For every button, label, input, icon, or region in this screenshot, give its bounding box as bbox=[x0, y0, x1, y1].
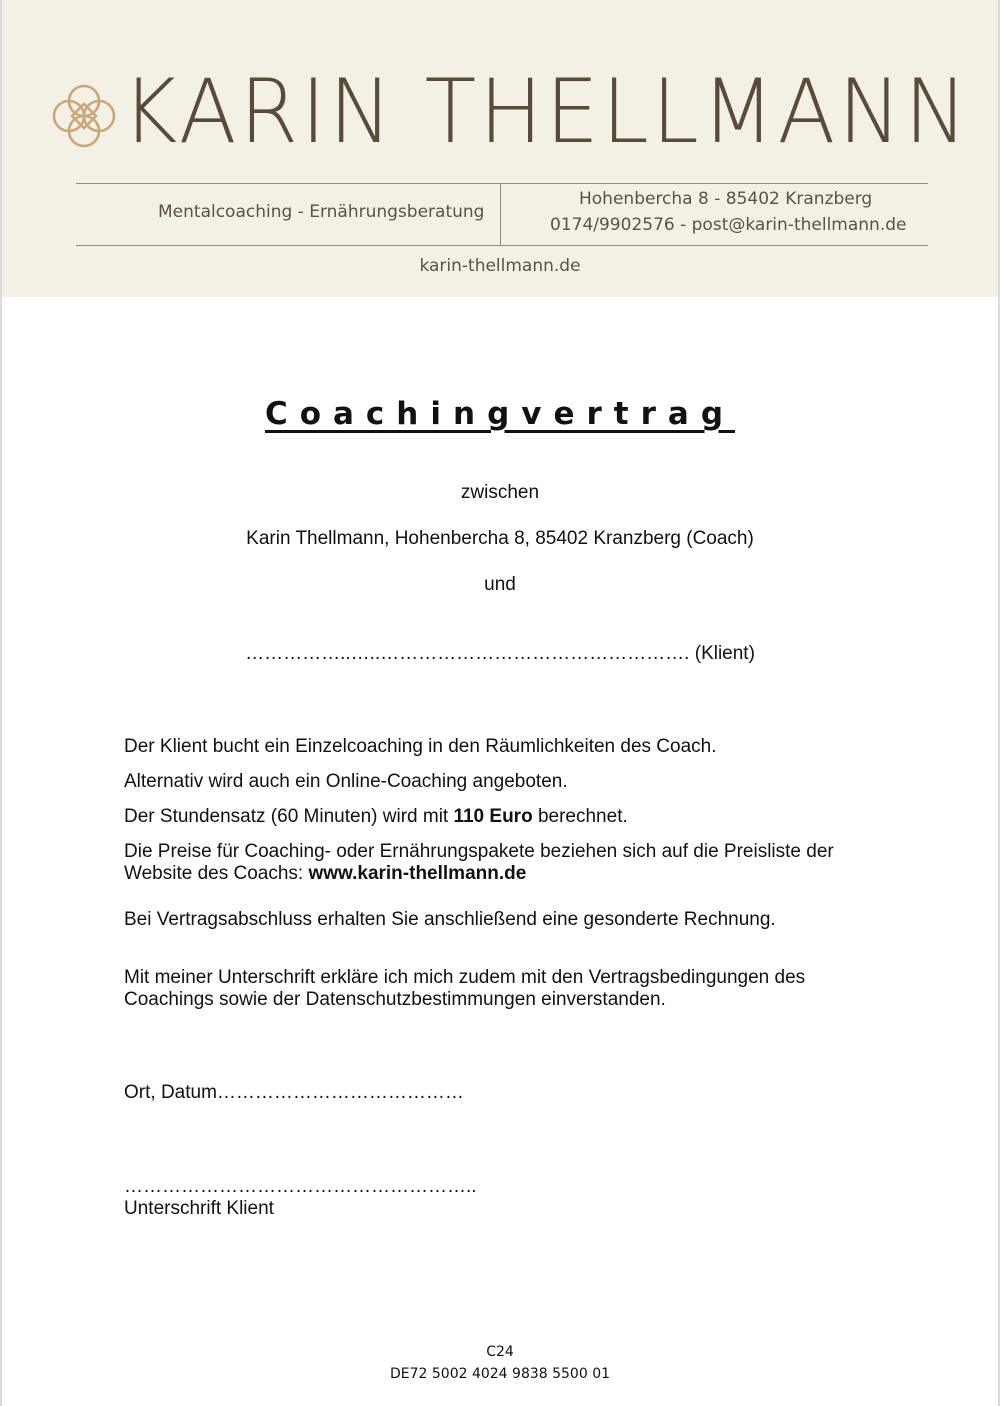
contact-info: 0174/9902576 - post@karin-thellmann.de bbox=[550, 215, 907, 235]
paragraph-prices bbox=[124, 841, 894, 885]
prices-text: Die Preise für Coaching- oder Ernährungspakete beziehen sich auf die Preisliste der Website des Coachs: bbox=[124, 841, 834, 884]
brand-name: KARIN THELLMANN bbox=[122, 60, 971, 163]
header-divider bbox=[500, 184, 501, 245]
coach-line: Karin Thellmann, Hohenbercha 8, 85402 Kranzberg (Coach) bbox=[246, 528, 754, 549]
paragraph-online: Alternativ wird auch ein Online-Coaching angeboten. bbox=[124, 771, 568, 792]
paragraph-invoice: Bei Vertragsabschluss erhalten Sie anschließend eine gesonderte Rechnung. bbox=[124, 909, 776, 930]
tagline: Mentalcoaching - Ernährungsberatung bbox=[158, 202, 485, 222]
address: Hohenbercha 8 - 85402 Kranzberg bbox=[579, 189, 873, 209]
letterhead bbox=[2, 0, 998, 297]
header-rule-top bbox=[76, 183, 928, 184]
prices-link: www.karin-thellmann.de bbox=[308, 863, 527, 884]
and-label: und bbox=[484, 574, 516, 595]
client-line: ……………..…..…………………………………………. (Klient) bbox=[245, 643, 755, 664]
footer-code: C24 bbox=[486, 1344, 514, 1360]
paragraph-booking: Der Klient bucht ein Einzelcoaching in den Räumlichkeiten des Coach. bbox=[124, 736, 717, 757]
rate-text: Der Stundensatz (60 Minuten) wird mit bbox=[124, 806, 454, 827]
header-rule-bottom bbox=[76, 245, 928, 246]
footer-iban: DE72 5002 4024 9838 5500 01 bbox=[389, 1366, 611, 1382]
paragraph-consent: Mit meiner Unterschrift erkläre ich mich zudem mit den Vertragsbedingungen des Coachings sowie der Datenschutzbestimmungen einverstanden. bbox=[124, 967, 806, 1010]
rate-amount: 110 Euro bbox=[453, 806, 533, 827]
signature-line: ……………………………………………….. bbox=[124, 1176, 477, 1197]
between-label: zwischen bbox=[460, 482, 540, 503]
paragraph-rate bbox=[124, 806, 894, 828]
place-date-field: Ort, Datum………………………………… bbox=[124, 1082, 464, 1103]
rate-text-end: berechnet. bbox=[532, 806, 628, 827]
ornament-icon bbox=[48, 80, 120, 152]
document-title: Coachingvertrag bbox=[264, 396, 736, 432]
website: karin-thellmann.de bbox=[419, 256, 581, 276]
signature-label: Unterschrift Klient bbox=[124, 1198, 274, 1219]
